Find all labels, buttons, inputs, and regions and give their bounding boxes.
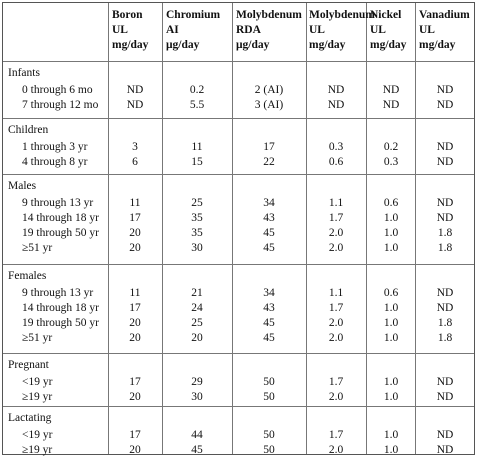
table-cell: ND [436, 444, 454, 456]
table-cell: 0.3 [383, 156, 399, 168]
column-header-line: Boron [112, 9, 143, 21]
table-cell: 34 [263, 197, 275, 209]
row-divider [3, 264, 474, 265]
row-label: 7 through 12 mo [22, 99, 99, 111]
row-label: ≥19 yr [22, 444, 53, 456]
row-label: ≥51 yr [22, 332, 53, 344]
table-cell: ND [327, 84, 345, 96]
group-title: Males [8, 180, 37, 192]
table-cell: 45 [263, 227, 275, 239]
table-cell: 2.0 [328, 391, 344, 403]
table-cell: 20 [129, 391, 141, 403]
table-cell: 0.6 [383, 287, 399, 299]
table-cell: 34 [263, 287, 275, 299]
column-header-line: UL [370, 24, 386, 36]
table-cell: 11 [129, 197, 141, 209]
table-cell: 1.0 [383, 302, 399, 314]
column-header-line: Nickel [370, 9, 402, 21]
nutrient-table [2, 2, 475, 455]
table-cell: 0.2 [189, 84, 205, 96]
table-cell: 1.7 [328, 429, 344, 441]
column-header-line: AI [166, 24, 179, 36]
table-cell: 0.2 [383, 141, 399, 153]
table-cell: 1.7 [328, 376, 344, 388]
row-divider [3, 61, 474, 62]
column-header-line: mg/day [309, 39, 346, 51]
row-label: 19 through 50 yr [22, 227, 99, 239]
table-cell: 11 [129, 287, 141, 299]
row-label: 0 through 6 mo [22, 84, 93, 96]
row-label: ≥51 yr [22, 242, 53, 254]
table-cell: 24 [191, 302, 203, 314]
table-cell: 1.0 [383, 242, 399, 254]
table-cell: 3 [132, 141, 138, 153]
table-cell: 17 [129, 429, 141, 441]
table-cell: 20 [129, 332, 141, 344]
row-divider [3, 406, 474, 407]
row-divider [3, 118, 474, 119]
row-label: <19 yr [22, 376, 53, 388]
table-cell: 15 [191, 156, 203, 168]
table-cell: 1.8 [437, 317, 453, 329]
table-cell: 1.7 [328, 302, 344, 314]
table-cell: 30 [191, 391, 203, 403]
table-cell: 11 [191, 141, 203, 153]
table-cell: 50 [263, 429, 275, 441]
table-cell: ND [436, 156, 454, 168]
column-header-line: mg/day [370, 39, 407, 51]
column-header-line: UL [419, 24, 435, 36]
column-header-line: Chromium [166, 9, 221, 21]
table-cell: 30 [191, 242, 203, 254]
row-label: ≥19 yr [22, 391, 53, 403]
row-divider [3, 174, 474, 175]
table-cell: 1.8 [437, 242, 453, 254]
column-header-line: mg/day [419, 39, 456, 51]
table-cell: ND [436, 391, 454, 403]
table-cell: ND [382, 84, 400, 96]
table-cell: ND [436, 302, 454, 314]
table-cell: 1.0 [383, 227, 399, 239]
row-label: 9 through 13 yr [22, 197, 94, 209]
row-label: 14 through 18 yr [22, 212, 99, 224]
column-divider [108, 3, 109, 454]
table-cell: 2.0 [328, 332, 344, 344]
table-cell: 1.1 [328, 197, 344, 209]
table-cell: 21 [191, 287, 203, 299]
table-cell: ND [436, 84, 454, 96]
table-cell: ND [126, 84, 144, 96]
table-cell: 6 [132, 156, 138, 168]
row-label: 14 through 18 yr [22, 302, 99, 314]
table-cell: ND [436, 99, 454, 111]
column-header-line: μg/day [166, 39, 200, 51]
row-label: 9 through 13 yr [22, 287, 94, 299]
table-cell: 17 [263, 141, 275, 153]
table-cell: 45 [263, 332, 275, 344]
table-cell: 50 [263, 444, 275, 456]
column-header-line: UL [112, 24, 128, 36]
table-cell: ND [436, 429, 454, 441]
row-label: 19 through 50 yr [22, 317, 99, 329]
table-cell: 1.8 [437, 332, 453, 344]
table-cell: 17 [129, 302, 141, 314]
table-cell: 1.0 [383, 429, 399, 441]
table-cell: 25 [191, 197, 203, 209]
table-cell: 17 [129, 376, 141, 388]
table-cell: 20 [191, 332, 203, 344]
table-cell: 29 [191, 376, 203, 388]
table-cell: ND [126, 99, 144, 111]
table-cell: 17 [129, 212, 141, 224]
column-header-line: Molybdenum [309, 9, 375, 21]
row-divider [3, 353, 474, 354]
table-cell: 43 [263, 302, 275, 314]
column-header-line: μg/day [236, 39, 270, 51]
column-divider [306, 3, 307, 454]
table-cell: ND [436, 212, 454, 224]
table-cell: 43 [263, 212, 275, 224]
table-cell: 2.0 [328, 444, 344, 456]
table-cell: ND [436, 287, 454, 299]
table-cell: ND [327, 99, 345, 111]
table-cell: 44 [191, 429, 203, 441]
table-cell: 0.6 [328, 156, 344, 168]
group-title: Females [8, 270, 47, 282]
table-cell: 0.3 [328, 141, 344, 153]
column-header-line: UL [309, 24, 325, 36]
table-cell: 45 [263, 317, 275, 329]
table-cell: 2.0 [328, 242, 344, 254]
column-divider [232, 3, 233, 454]
table-cell: 22 [263, 156, 275, 168]
table-cell: 1.7 [328, 212, 344, 224]
table-cell: 1.0 [383, 444, 399, 456]
table-cell: 20 [129, 444, 141, 456]
column-header-line: Vanadium [419, 9, 470, 21]
table-cell: 1.0 [383, 212, 399, 224]
table-cell: ND [436, 141, 454, 153]
table-cell: 35 [191, 212, 203, 224]
table-cell: 1.0 [383, 317, 399, 329]
table-cell: 20 [129, 227, 141, 239]
table-cell: 2.0 [328, 317, 344, 329]
table-cell: 2 (AI) [254, 84, 284, 96]
group-title: Children [8, 124, 49, 136]
table-cell: 50 [263, 391, 275, 403]
table-cell: 50 [263, 376, 275, 388]
group-title: Lactating [8, 412, 52, 424]
table-cell: 3 (AI) [254, 99, 284, 111]
table-cell: 45 [191, 444, 203, 456]
table-cell: 1.0 [383, 376, 399, 388]
row-label: 1 through 3 yr [22, 141, 88, 153]
table-cell: ND [436, 197, 454, 209]
table-cell: ND [436, 376, 454, 388]
group-title: Pregnant [8, 359, 49, 371]
table-cell: 2.0 [328, 227, 344, 239]
table-cell: 1.1 [328, 287, 344, 299]
column-header-line: RDA [236, 24, 261, 36]
table-cell: 1.0 [383, 332, 399, 344]
column-header-line: mg/day [112, 39, 149, 51]
table-cell: 0.6 [383, 197, 399, 209]
table-cell: 1.8 [437, 227, 453, 239]
table-cell: 1.0 [383, 391, 399, 403]
table-cell: 20 [129, 242, 141, 254]
table-cell: 20 [129, 317, 141, 329]
table-cell: 45 [263, 242, 275, 254]
row-label: <19 yr [22, 429, 53, 441]
table-cell: 35 [191, 227, 203, 239]
row-label: 4 through 8 yr [22, 156, 88, 168]
column-header-line: Molybdenum [236, 9, 302, 21]
table-cell: 25 [191, 317, 203, 329]
group-title: Infants [8, 67, 40, 79]
column-divider [162, 3, 163, 454]
table-cell: ND [382, 99, 400, 111]
table-cell: 5.5 [189, 99, 205, 111]
